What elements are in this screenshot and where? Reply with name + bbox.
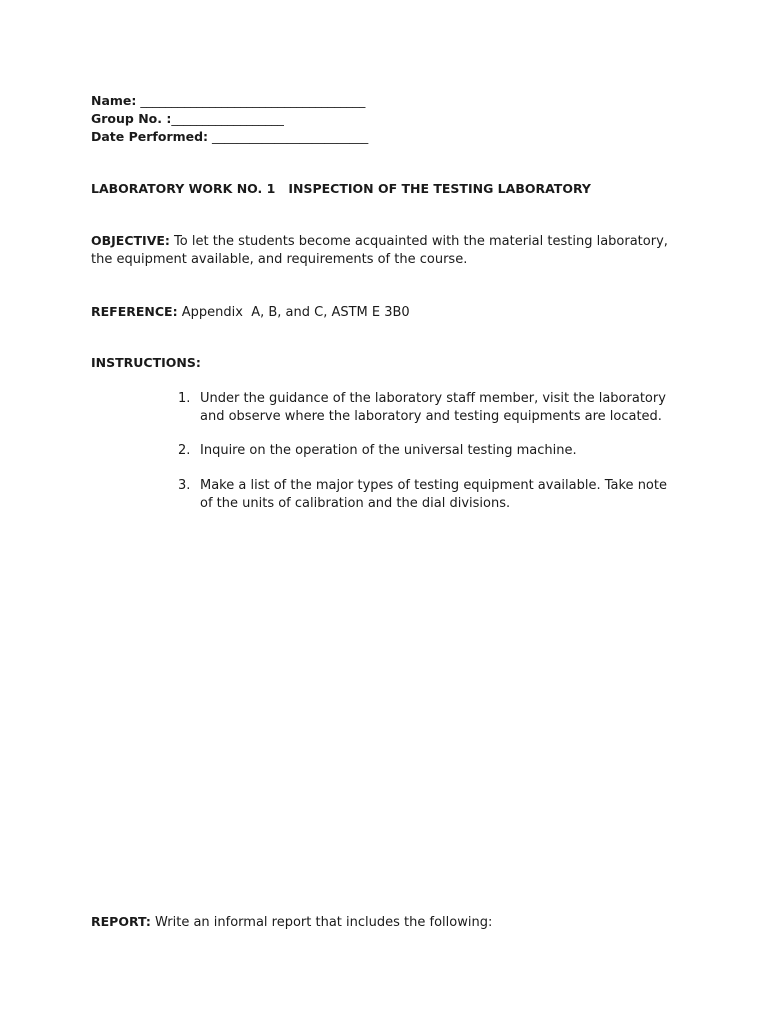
reference-text: Appendix A, B, and C, ASTM E 3B0 xyxy=(181,305,410,320)
list-item-number: 1. xyxy=(178,391,191,406)
name-label: Name: xyxy=(91,93,137,108)
reference-section xyxy=(91,303,410,322)
name-blank: ____________________________________ xyxy=(140,93,366,108)
reference-label: REFERENCE: xyxy=(91,304,178,319)
date-blank: _________________________ xyxy=(212,129,369,144)
instructions-label: INSTRUCTIONS: xyxy=(91,355,201,370)
list-item-line1: Under the guidance of the laboratory staff member, visit the laboratory xyxy=(200,391,666,406)
list-item-line1: Inquire on the operation of the universal testing machine. xyxy=(200,443,577,458)
report-text: Write an informal report that includes the following: xyxy=(155,915,493,930)
list-item-text xyxy=(200,442,690,460)
list-item-number: 3. xyxy=(178,478,191,493)
group-blank: __________________ xyxy=(171,111,284,126)
group-field xyxy=(91,110,284,128)
name-field xyxy=(91,92,365,110)
lab-title: LABORATORY WORK NO. 1 INSPECTION OF THE TESTING LABORATORY xyxy=(91,181,591,196)
list-item-line2: and observe where the laboratory and testing equipments are located. xyxy=(200,409,662,424)
objective-label: OBJECTIVE: xyxy=(91,233,170,248)
objective-text-line1: To let the students become acquainted with the material testing laboratory, xyxy=(174,234,668,249)
date-label: Date Performed: xyxy=(91,129,209,144)
group-label: Group No. : xyxy=(91,111,172,126)
report-section xyxy=(91,913,492,932)
objective-text-line2: the equipment available, and requirements of the course. xyxy=(91,252,468,267)
list-item-text xyxy=(200,390,690,426)
list-item-line1: Make a list of the major types of testing equipment available. Take note xyxy=(200,478,667,493)
objective-section xyxy=(91,232,691,269)
date-field xyxy=(91,128,368,146)
instructions-heading xyxy=(91,354,201,373)
list-item-line2: of the units of calibration and the dial divisions. xyxy=(200,496,511,511)
list-item-text xyxy=(200,477,690,513)
list-item-number: 2. xyxy=(178,443,191,458)
report-label: REPORT: xyxy=(91,914,151,929)
